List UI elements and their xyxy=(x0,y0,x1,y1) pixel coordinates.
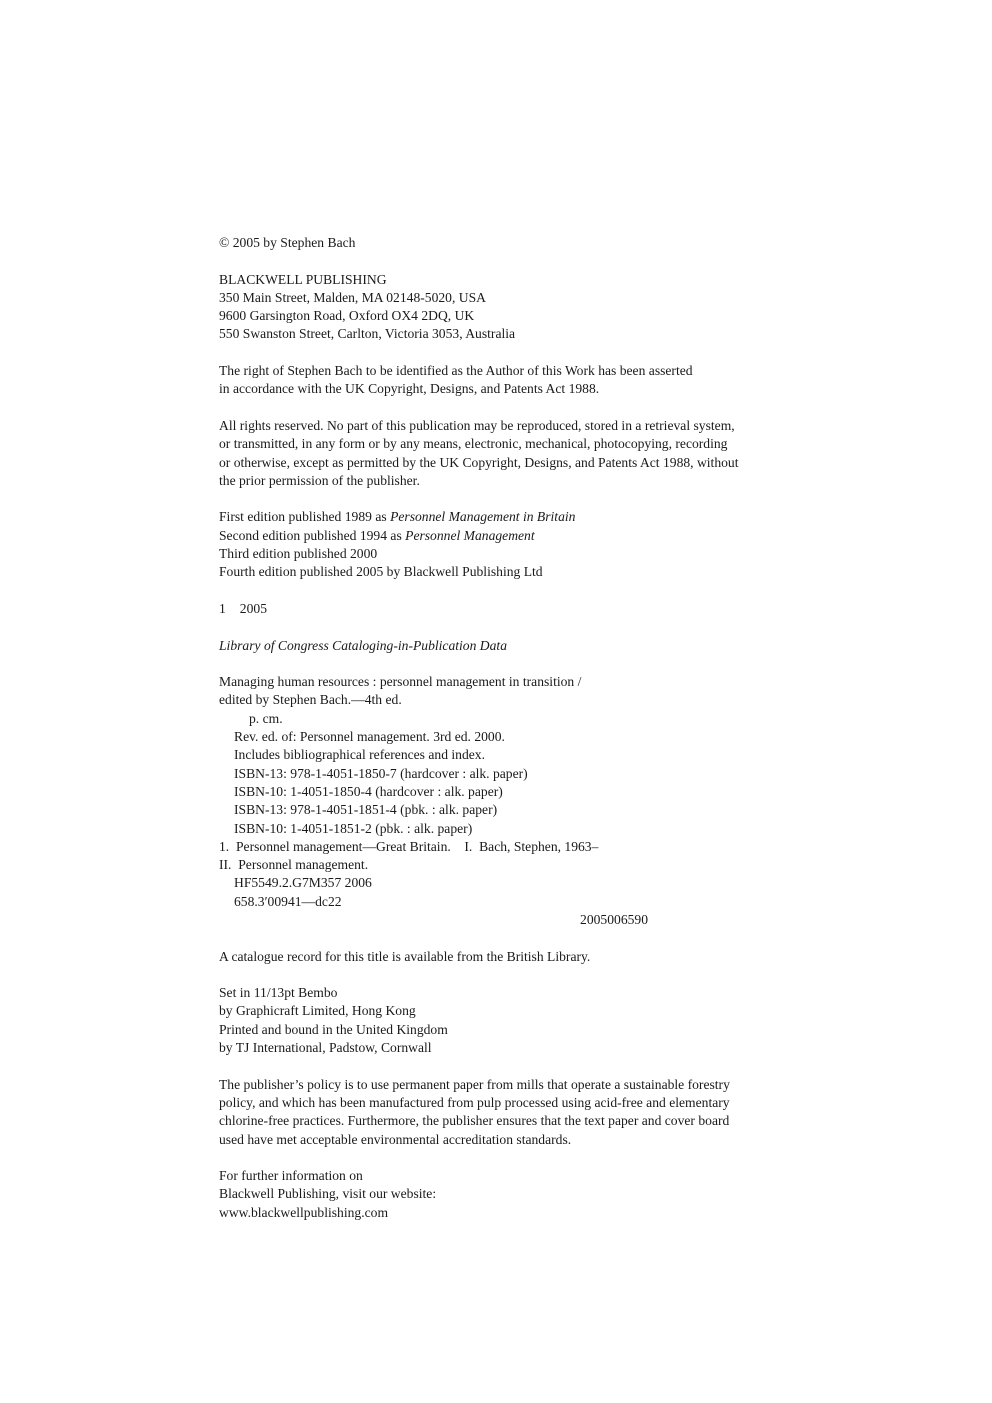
british-library-block xyxy=(219,948,819,966)
paper-policy-block xyxy=(219,1076,819,1149)
cip-subject-line: 1. Personnel management—Great Britain. I. Bach, Stephen, 1963– xyxy=(219,838,599,854)
website-url: www.blackwellpublishing.com xyxy=(219,1204,389,1220)
production-line: by TJ International, Padstow, Cornwall xyxy=(219,1040,432,1056)
cip-isbn: ISBN-10: 1-4051-1851-2 (pbk. : alk. paper) xyxy=(234,820,473,836)
first-edition-title: Personnel Management in Britain xyxy=(390,509,576,525)
paper-policy-line: used have met acceptable environmental accreditation standards. xyxy=(219,1131,572,1147)
printing-year: 2005 xyxy=(239,600,267,616)
copyright-notice: © 2005 by Stephen Bach xyxy=(219,235,356,250)
cip-isbn: ISBN-13: 978-1-4051-1850-7 (hardcover : alk. paper) xyxy=(234,765,528,781)
publisher-address-uk: 9600 Garsington Road, Oxford OX4 2DQ, UK xyxy=(219,308,475,324)
further-info-block xyxy=(219,1167,819,1222)
third-edition: Third edition published 2000 xyxy=(219,546,378,562)
cip-record-block xyxy=(219,673,819,929)
paper-policy-line: The publisher’s policy is to use permanent paper from mills that operate a sustainable forestry xyxy=(219,1076,730,1092)
cip-heading: Library of Congress Cataloging-in-Publication Data xyxy=(219,637,507,653)
cip-title-line: edited by Stephen Bach.—4th ed. xyxy=(219,692,402,708)
further-info-line: Blackwell Publishing, visit our website: xyxy=(219,1186,437,1202)
cip-classification: 658.3′00941—dc22 xyxy=(234,893,342,909)
printing-block xyxy=(219,600,819,618)
cip-note: Includes bibliographical references and index. xyxy=(234,747,485,763)
publisher-address-au: 550 Swanston Street, Carlton, Victoria 3053, Australia xyxy=(219,326,516,342)
rights-reserved-block xyxy=(219,417,819,490)
production-block xyxy=(219,984,819,1057)
cip-subject-line: II. Personnel management. xyxy=(219,857,369,873)
further-info-line: For further information on xyxy=(219,1168,363,1184)
rights-asserted-line: The right of Stephen Bach to be identified as the Author of this Work has been asserted xyxy=(219,363,693,379)
first-edition xyxy=(219,508,819,526)
cip-isbn: ISBN-10: 1-4051-1850-4 (hardcover : alk. paper) xyxy=(234,783,503,799)
fourth-edition: Fourth edition published 2005 by Blackwell Publishing Ltd xyxy=(219,564,543,580)
cip-title-line: Managing human resources : personnel management in transition / xyxy=(219,674,582,690)
second-edition-title: Personnel Management xyxy=(405,527,535,543)
production-line: Printed and bound in the United Kingdom xyxy=(219,1021,448,1037)
british-library-note: A catalogue record for this title is available from the British Library. xyxy=(219,948,591,964)
rights-reserved-line: All rights reserved. No part of this publication may be reproduced, stored in a retrieval system, xyxy=(219,417,735,433)
editions-block xyxy=(219,508,819,581)
publisher-block xyxy=(219,271,819,344)
publisher-address-us: 350 Main Street, Malden, MA 02148-5020, USA xyxy=(219,289,486,305)
rights-asserted-line: in accordance with the UK Copyright, Designs, and Patents Act 1988. xyxy=(219,381,600,397)
cip-isbn: ISBN-13: 978-1-4051-1851-4 (pbk. : alk. paper) xyxy=(234,802,498,818)
second-edition xyxy=(219,527,819,545)
second-edition-prefix: Second edition published 1994 as xyxy=(219,527,406,543)
rights-reserved-line: the prior permission of the publisher. xyxy=(219,472,420,488)
printing-number: 1 xyxy=(219,600,226,616)
rights-reserved-line: or otherwise, except as permitted by the UK Copyright, Designs, and Patents Act 1988, without xyxy=(219,454,739,470)
printing-line xyxy=(219,600,819,618)
cip-heading-block xyxy=(219,637,819,655)
rights-reserved-line: or transmitted, in any form or by any means, electronic, mechanical, photocopying, recording xyxy=(219,436,728,452)
cip-control-number: 2005006590 xyxy=(580,911,648,927)
paper-policy-line: chlorine-free practices. Furthermore, the publisher ensures that the text paper and cover board xyxy=(219,1113,730,1129)
first-edition-prefix: First edition published 1989 as xyxy=(219,509,391,525)
copyright-block xyxy=(219,234,819,252)
cip-pcm: p. cm. xyxy=(249,710,283,726)
rights-asserted-block xyxy=(219,362,819,399)
cip-classification: HF5549.2.G7M357 2006 xyxy=(234,875,372,891)
paper-policy-line: policy, and which has been manufactured from pulp processed using acid-free and elementary xyxy=(219,1094,730,1110)
publisher-name: BLACKWELL PUBLISHING xyxy=(219,271,387,287)
production-line: by Graphicraft Limited, Hong Kong xyxy=(219,1003,416,1019)
copyright-page xyxy=(219,234,819,1240)
production-line: Set in 11/13pt Bembo xyxy=(219,985,338,1001)
cip-note: Rev. ed. of: Personnel management. 3rd ed. 2000. xyxy=(234,729,505,745)
